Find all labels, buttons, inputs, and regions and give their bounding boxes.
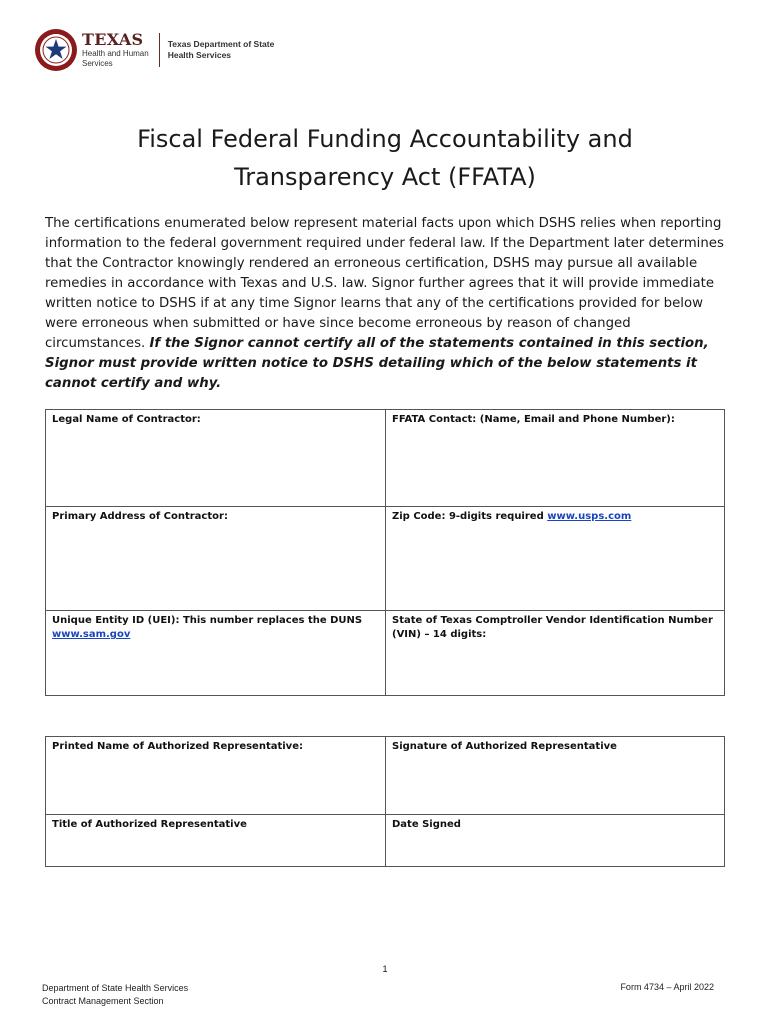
footer-form-id: Form 4734 – April 2022 [620, 982, 714, 992]
footer-dept: Department of State Health Services [42, 983, 189, 993]
hhs-wordmark [82, 32, 149, 68]
zip-label: Zip Code: 9-digits required [392, 511, 544, 522]
sam-gov-link[interactable]: www.sam.gov [52, 629, 131, 640]
date-signed-label: Date Signed [392, 819, 461, 830]
footer-section: Contract Management Section [42, 996, 164, 1006]
dshs-wordmark [168, 39, 275, 61]
table-row [46, 507, 725, 611]
uei-label: Unique Entity ID (UEI): This number replaces the DUNS [52, 615, 363, 626]
hhs-line-1: Health and Human [82, 49, 149, 58]
intro-paragraph [45, 214, 725, 394]
primary-address-label: Primary Address of Contractor: [52, 511, 228, 522]
hhs-texas: TEXAS [82, 30, 144, 49]
dshs-line-1: Texas Department of State [167, 39, 275, 49]
intro-emphasis: If the Signor cannot certify all of the statements contained in this section, Signor must provide written notice to DSHS detailing which of the below statements it cannot certify and why. [45, 336, 709, 391]
legal-name-label: Legal Name of Contractor: [52, 414, 201, 425]
signature-field[interactable] [386, 737, 725, 815]
printed-name-field[interactable] [46, 737, 386, 815]
usps-link[interactable]: www.usps.com [547, 511, 632, 522]
title-line-2: Transparency Act (FFATA) [234, 163, 536, 191]
signature-label: Signature of Authorized Representative [392, 741, 617, 752]
rep-title-label: Title of Authorized Representative [52, 819, 247, 830]
signature-table [45, 736, 725, 867]
page-title [0, 120, 770, 196]
zip-code-field[interactable] [386, 507, 725, 611]
page-number: 1 [382, 964, 388, 974]
hhs-line-2: Services [82, 59, 113, 68]
title-line-1: Fiscal Federal Funding Accountability and [137, 125, 633, 153]
header-logo [34, 28, 274, 72]
texas-seal-icon [34, 28, 78, 72]
table-row [46, 410, 725, 507]
date-signed-field[interactable] [386, 815, 725, 867]
ffata-contact-field[interactable] [386, 410, 725, 507]
ffata-contact-label: FFATA Contact: (Name, Email and Phone Number): [392, 414, 675, 425]
intro-text: The certifications enumerated below represent material facts upon which DSHS relies when reporting information to the federal government required under federal law. If the Department later determines that the Contractor knowingly rendered an erroneous certification, DSHS may pursue all available remedies in accordance with Texas and U.S. law. Signor further agrees that it will provide immediate written notice to DSHS if at any time Signor learns that any of the certifications provided for below were erroneous when submitted or have since become erroneous by reason of changed circumstances. [45, 216, 724, 351]
contractor-info-table [45, 409, 725, 696]
uei-field[interactable] [46, 611, 386, 696]
dshs-line-2: Health Services [167, 50, 232, 60]
vin-field[interactable] [386, 611, 725, 696]
table-row [46, 737, 725, 815]
footer-left [42, 982, 188, 1008]
table-row [46, 611, 725, 696]
primary-address-field[interactable] [46, 507, 386, 611]
legal-name-field[interactable] [46, 410, 386, 507]
table-row [46, 815, 725, 867]
printed-name-label: Printed Name of Authorized Representative: [52, 741, 303, 752]
rep-title-field[interactable] [46, 815, 386, 867]
logo-divider [159, 33, 160, 67]
vin-label: State of Texas Comptroller Vendor Identification Number (VIN) – 14 digits: [392, 615, 713, 640]
